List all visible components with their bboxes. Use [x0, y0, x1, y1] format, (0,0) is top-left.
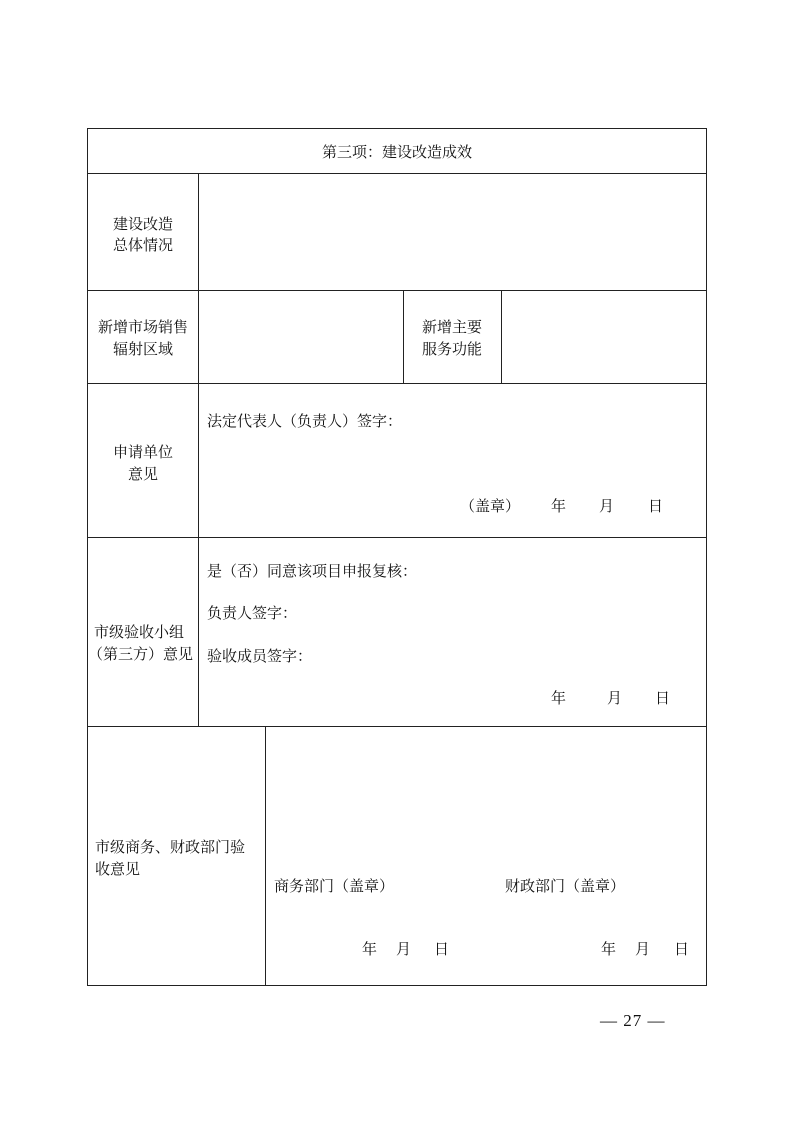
commerce-day-label: 日	[434, 940, 450, 958]
column-divider	[265, 726, 266, 985]
finance-month-label: 月	[635, 940, 651, 958]
row-divider	[88, 537, 706, 538]
commerce-month-label: 月	[396, 940, 412, 958]
row-divider	[88, 383, 706, 384]
row-divider	[88, 726, 706, 727]
section-title: 第三项：建设改造成效	[321, 143, 472, 161]
member-signature-label: 验收成员签字：	[207, 647, 313, 665]
applicant-label-line2: 意见	[127, 465, 158, 483]
applicant-year-label: 年	[551, 497, 567, 515]
agree-review-label: 是（否）同意该项目申报复核：	[207, 562, 418, 580]
finance-seal-label: 财政部门（盖章）	[505, 877, 626, 895]
departments-label-line2: 收意见	[95, 860, 141, 878]
leader-signature-label: 负责人签字：	[207, 604, 298, 622]
acceptance-form-table	[87, 128, 707, 986]
acceptance-group-label-line2: （第三方）意见	[88, 645, 194, 663]
overall-label-line2: 总体情况	[112, 236, 173, 254]
legal-rep-signature-label: 法定代表人（负责人）签字：	[207, 412, 403, 430]
overall-content-field[interactable]	[199, 174, 706, 290]
finance-year-label: 年	[601, 940, 617, 958]
commerce-seal-label: 商务部门（盖章）	[274, 877, 395, 895]
applicant-month-label: 月	[599, 497, 615, 515]
function-label-line2: 服务功能	[421, 340, 482, 358]
applicant-label-line1: 申请单位	[112, 443, 173, 461]
page-number: — 27 —	[600, 1011, 666, 1030]
applicant-day-label: 日	[648, 497, 664, 515]
acceptance-group-label-line1: 市级验收小组	[94, 623, 185, 641]
acceptance-day-label: 日	[655, 689, 671, 707]
finance-day-label: 日	[674, 940, 690, 958]
acceptance-month-label: 月	[607, 689, 623, 707]
market-label-line2: 辐射区域	[112, 340, 173, 358]
applicant-seal-label: （盖章）	[460, 497, 521, 515]
overall-label-line1: 建设改造	[112, 215, 173, 233]
acceptance-year-label: 年	[551, 689, 567, 707]
function-label-line1: 新增主要	[421, 318, 482, 336]
departments-label-line1: 市级商务、财政部门验	[95, 838, 246, 856]
commerce-year-label: 年	[362, 940, 378, 958]
function-field[interactable]	[502, 291, 706, 383]
market-label-line1: 新增市场销售	[97, 318, 188, 336]
market-area-field[interactable]	[199, 291, 403, 383]
